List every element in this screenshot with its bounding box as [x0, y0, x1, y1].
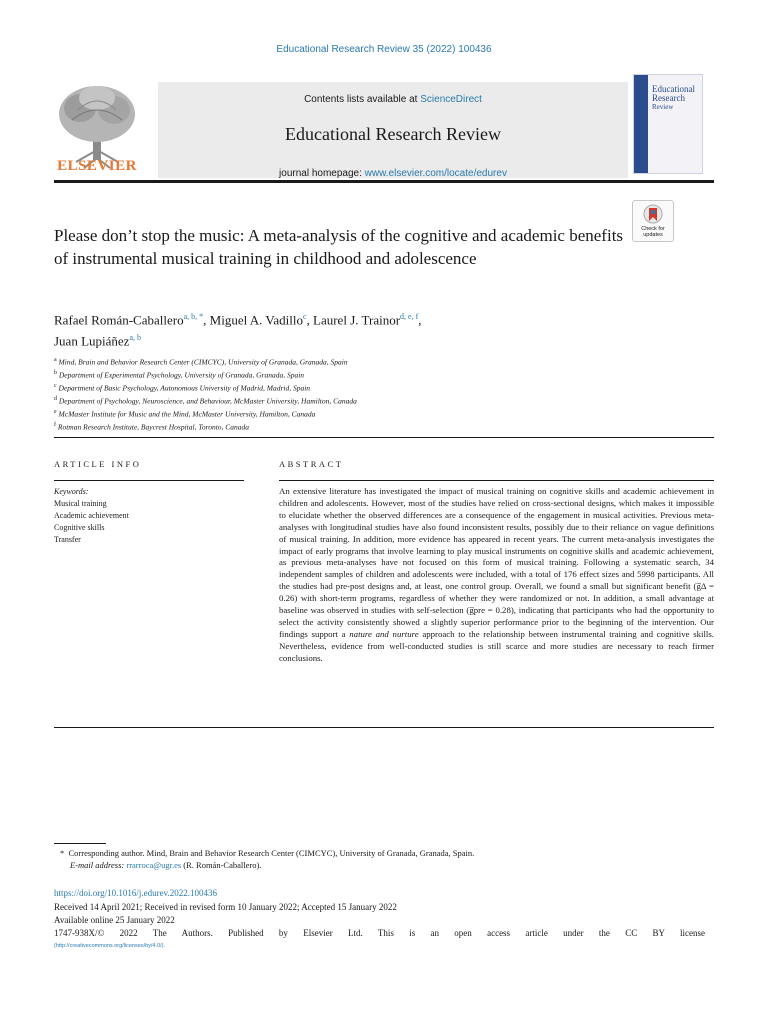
affiliation-item [54, 381, 654, 394]
footnote-line [60, 847, 700, 859]
affiliation-item [54, 368, 654, 381]
journal-citation[interactable]: Educational Research Review 35 (2022) 100436 [276, 44, 492, 55]
keyword: Cognitive skills [54, 523, 105, 532]
affiliation-item [54, 407, 654, 420]
affiliation-item [54, 355, 654, 368]
affiliation-text: Department of Basic Psychology, Autonomous University of Madrid, Madrid, Spain [58, 383, 311, 393]
affiliation-list [54, 355, 654, 433]
journal-banner [158, 82, 628, 178]
keyword: Transfer [54, 535, 81, 544]
keywords-block [54, 486, 244, 546]
footnote-email-line [60, 859, 700, 871]
cover-title-line: Research [652, 93, 685, 103]
header-rule [54, 180, 714, 183]
affiliation-key: c [54, 383, 57, 389]
author-affiliation-marks[interactable]: a, b, * [183, 312, 204, 321]
cover-stripe [634, 75, 648, 173]
corresponding-author-footnote [60, 847, 700, 871]
email-label: E-mail address: [70, 860, 125, 870]
doi-link[interactable]: https://doi.org/10.1016/j.edurev.2022.100436 [54, 888, 217, 898]
cover-title [652, 85, 700, 112]
journal-name: Educational Research Review [285, 124, 501, 144]
affiliation-text: Rotman Research Institute, Baycrest Hospital, Toronto, Canada [57, 422, 250, 432]
cover-title-line: Educational [652, 84, 695, 94]
affiliation-text: Department of Experimental Psychology, University of Granada, Granada, Spain [58, 370, 305, 380]
keyword: Academic achievement [54, 511, 129, 520]
abstract-text [279, 486, 714, 665]
abstract-part: ) with short-term programs, regardless of whether they were randomized or not. In addition, a small advantage at baseline was observed in studies with self-selection ( [279, 593, 714, 616]
affiliation-item [54, 420, 654, 433]
article-info-rule [54, 480, 244, 481]
copyright-line: 1747-938X/© 2022 The Authors. Published by Elsevier Ltd. This is an open access article under the CC BY license [54, 928, 705, 938]
contents-line [158, 94, 628, 105]
journal-cover-thumbnail[interactable] [633, 74, 703, 174]
contents-prefix: Contents lists available at [304, 94, 421, 105]
available-online-date: Available online 25 January 2022 [54, 915, 175, 925]
affiliation-text: Department of Psychology, Neuroscience, and Behaviour, McMaster University, Hamilton, Canada [58, 396, 357, 406]
footnote-rule [54, 843, 106, 844]
check-for-updates-badge[interactable] [632, 200, 674, 242]
abstract-rule [279, 480, 714, 481]
affiliation-key: a [54, 357, 57, 363]
abstract-part: approach to the relationship between instrumental training and cognitive skills. Nevertheless, evidence from well-conducted studies is still scarce and more studies are necessary to reach firmer conclusions. [279, 628, 714, 663]
homepage-link[interactable]: www.elsevier.com/locate/edurev [364, 168, 507, 179]
cover-title-line: Review [652, 103, 674, 111]
abstract-equation: g̅Δ = 0.26 [279, 581, 714, 604]
author-separator: , [306, 312, 314, 328]
journal-masthead [54, 72, 714, 182]
author-affiliation-marks[interactable]: a, b [129, 333, 142, 343]
bookmark-icon [643, 204, 663, 226]
received-dates: Received 14 April 2021; Received in revised form 10 January 2022; Accepted 15 January 2022 [54, 902, 397, 912]
license-link[interactable]: (http://creativecommons.org/licenses/by/4.0/). [54, 943, 165, 949]
abstract-heading: ABSTRACT [279, 459, 344, 469]
author-email-link[interactable]: rrarroca@ugr.es [126, 860, 182, 870]
affiliation-key: d [54, 396, 57, 402]
author-name[interactable]: Rafael Román-Caballero [54, 312, 184, 328]
abstract-bottom-rule [54, 727, 714, 728]
article-info-heading: ARTICLE INFO [54, 459, 142, 469]
keywords-label: Keywords: [54, 487, 89, 496]
footnote-corresponding: Corresponding author. Mind, Brain and Behavior Research Center (CIMCYC), University of Granada, Granada, Spain. [68, 848, 475, 858]
elsevier-wordmark: ELSEVIER [57, 158, 137, 174]
author-affiliation-marks[interactable]: d, e, f [400, 312, 419, 321]
sciencedirect-link[interactable]: ScienceDirect [420, 94, 482, 105]
author-name[interactable]: Juan Lupiáñez [54, 333, 130, 349]
check-updates-line: updates [643, 232, 663, 238]
check-updates-line: Check for [641, 226, 665, 232]
affiliation-key: e [54, 409, 57, 415]
footnote-mark: * [60, 848, 65, 858]
affiliation-key: b [54, 370, 57, 376]
homepage-line [158, 168, 628, 179]
email-suffix: (R. Román-Caballero). [183, 860, 262, 870]
check-for-updates-text [633, 226, 673, 238]
affiliation-item [54, 394, 654, 407]
author-separator: , [203, 312, 210, 328]
abstract-part: ), indicating that participants who had the opportunity to select the activity consistently showed a slightly superior performance prior to the beginning of the intervention. Our findings support a [279, 605, 714, 639]
homepage-prefix: journal homepage: [279, 168, 365, 179]
author-list [54, 308, 654, 351]
abstract-emphasis: nature and nurture [349, 628, 419, 639]
affiliation-text: Mind, Brain and Behavior Research Center (CIMCYC), University of Granada, Granada, Spain [58, 357, 348, 367]
section-divider [54, 437, 714, 438]
author-affiliation-marks[interactable]: c [302, 312, 307, 321]
author-name[interactable]: Laurel J. Trainor [313, 312, 401, 328]
article-title: Please don’t stop the music: A meta-analysis of the cognitive and academic benefits of instrumental musical training in childhood and adolescence [54, 226, 624, 268]
author-separator: , [418, 312, 422, 328]
affiliation-key: f [54, 422, 56, 428]
abstract-equation: g̅pre = 0.28 [469, 605, 511, 616]
author-name[interactable]: Miguel A. Vadillo [209, 312, 303, 328]
affiliation-text: McMaster Institute for Music and the Mind, McMaster University, Hamilton, Canada [58, 409, 316, 419]
keyword: Musical training [54, 499, 107, 508]
abstract-part: An extensive literature has investigated the impact of musical training on cognitive skills and academic achievement in children and adolescents. However, most of the studies have relied on cross-sectional designs, which makes it impossible to elucidate whether the observed differences are a consequence of the engagement in musical activities. Previous meta-analyses with longitudinal studies have also found inconsistent results, possibly due to their reliance on vague definitions of musical training. In addition, more evidence has appeared in recent years. The current meta-analysis investigates the impact of early programs that involve learning to play musical instruments on cognitive skills and academic achievement, as previous meta-analyses have not focused on this form of musical training. Following a systematic search, 34 independent samples of children and adolescents were included, with a total of 176 effect sizes and 5998 participants. All the studies had pre-post designs and, at least, one control group. Overall, we found a small but significant benefit ( [279, 486, 714, 592]
